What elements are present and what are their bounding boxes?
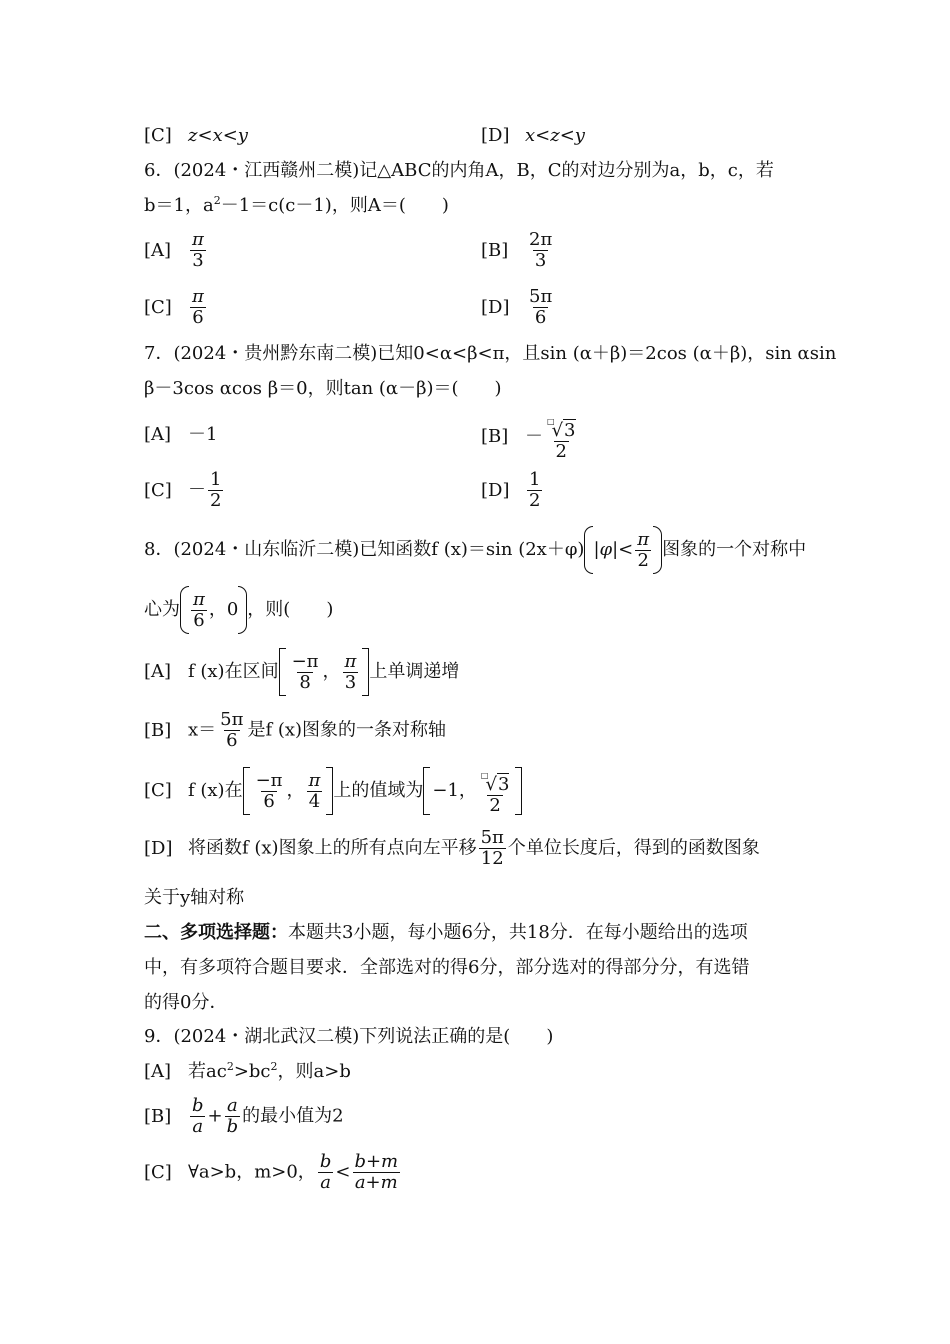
fraction bbox=[318, 1152, 334, 1193]
option-text: 将函数f (x)图象上的所有点向左平移 bbox=[188, 837, 477, 859]
denominator: a+m bbox=[354, 1172, 398, 1193]
q9-stem: 9．(2024・湖北武汉二模)下列说法正确的是( ) bbox=[144, 1026, 554, 1047]
q8-option-d bbox=[144, 828, 760, 869]
option-label: [B] bbox=[144, 1105, 172, 1127]
fraction bbox=[225, 1096, 241, 1137]
denominator: 6 bbox=[193, 609, 205, 631]
denominator: 4 bbox=[308, 790, 321, 812]
option-text: －1 bbox=[188, 424, 218, 445]
option-label: [B] bbox=[481, 426, 509, 447]
q9-option-a bbox=[144, 1060, 351, 1084]
q6-text-b: －1＝c(c－1)，则A＝( ) bbox=[220, 195, 449, 216]
numerator: a bbox=[227, 1095, 238, 1116]
fraction bbox=[190, 287, 206, 328]
fraction bbox=[527, 470, 542, 511]
option-label: [D] bbox=[144, 837, 173, 859]
q9-option-c bbox=[144, 1152, 402, 1193]
numerator: 2π bbox=[529, 229, 553, 250]
numerator: 1 bbox=[529, 469, 541, 490]
numerator: π bbox=[193, 588, 205, 610]
q8-text-e: ，则( ) bbox=[247, 599, 334, 620]
section-text: 本题共3小题，每小题6分，共18分．在每小题给出的选项 bbox=[288, 922, 748, 943]
q7-option-d bbox=[481, 470, 544, 511]
option-label: [C] bbox=[144, 1161, 172, 1183]
option-text: 个单位长度后，得到的函数图象 bbox=[507, 837, 760, 859]
section-title: 二、多项选择题： bbox=[144, 922, 288, 943]
numerator: π bbox=[192, 229, 204, 250]
denominator: 8 bbox=[299, 671, 311, 693]
denominator: 2 bbox=[555, 441, 567, 462]
fraction bbox=[290, 652, 321, 693]
denominator: 2 bbox=[489, 795, 501, 816]
q7-stem-line1: 7．(2024・贵州黔东南二模)已知0<α<β<π，且sin (α＋β)＝2cos (α＋β)，sin αsin bbox=[144, 343, 837, 364]
q8-option-d-line2: 关于y轴对称 bbox=[144, 887, 245, 908]
option-text: 若ac bbox=[188, 1061, 227, 1082]
fraction bbox=[352, 1152, 400, 1193]
radical: □√3 bbox=[547, 417, 576, 441]
fraction bbox=[527, 230, 554, 271]
fraction bbox=[218, 710, 245, 751]
q7-option-b bbox=[481, 412, 580, 462]
q5-option-d bbox=[481, 124, 585, 148]
left-paren bbox=[180, 586, 189, 634]
radical: □√3 bbox=[480, 771, 510, 795]
q8-text-b: 图象的一个对称中 bbox=[662, 539, 807, 560]
denominator: 2 bbox=[529, 490, 541, 511]
fraction bbox=[527, 287, 554, 328]
radicand: 3 bbox=[497, 774, 510, 795]
fraction bbox=[343, 652, 359, 693]
separator: ， bbox=[286, 780, 305, 801]
denominator: 6 bbox=[263, 790, 275, 812]
numerator: −π bbox=[255, 769, 283, 791]
denominator: 3 bbox=[534, 250, 547, 271]
option-text: x<z<y bbox=[525, 125, 585, 146]
numerator: 5π bbox=[529, 286, 553, 307]
q6-superscript: 2 bbox=[213, 194, 221, 207]
option-label: [C] bbox=[144, 780, 172, 801]
q7-option-c bbox=[144, 470, 225, 511]
fraction bbox=[190, 1096, 206, 1137]
q8-text-a: 8．(2024・山东临沂二模)已知函数f (x)＝sin (2x＋φ) bbox=[144, 539, 585, 560]
superscript: 2 bbox=[226, 1060, 234, 1073]
q8-option-c bbox=[144, 766, 522, 816]
right-paren bbox=[238, 586, 247, 634]
minus-sign: － bbox=[525, 426, 543, 447]
numerator: π bbox=[308, 769, 321, 791]
option-label: [C] bbox=[144, 479, 172, 501]
q6-text-a: b＝1，a bbox=[144, 195, 214, 216]
option-label: [D] bbox=[481, 125, 510, 146]
q6-option-b bbox=[481, 230, 556, 271]
option-label: [D] bbox=[481, 296, 510, 318]
q8-option-a bbox=[144, 648, 459, 696]
section-2-line3: 的得0分． bbox=[144, 992, 228, 1013]
left-bracket bbox=[423, 767, 430, 815]
minus-sign: － bbox=[188, 479, 206, 501]
q7-stem-line2: β－3cos αcos β＝0，则tan (α－β)＝( ) bbox=[144, 378, 502, 399]
fraction bbox=[208, 470, 223, 511]
fraction bbox=[545, 412, 578, 462]
option-text: 是f (x)图象的一条对称轴 bbox=[247, 719, 447, 741]
abs-phi: |φ|< bbox=[593, 539, 634, 560]
denominator: a bbox=[320, 1172, 331, 1193]
q8-text-d: ，0 bbox=[208, 599, 239, 620]
numerator: π bbox=[192, 286, 204, 307]
q8-stem-line1 bbox=[144, 526, 806, 574]
option-label: [A] bbox=[144, 661, 172, 682]
option-text: 上的值域为 bbox=[333, 780, 424, 801]
numerator bbox=[545, 412, 578, 441]
option-text: f (x)在区间 bbox=[188, 661, 279, 682]
denominator: 2 bbox=[637, 549, 649, 571]
option-label: [C] bbox=[144, 296, 172, 318]
denominator: b bbox=[226, 1116, 239, 1137]
right-paren bbox=[653, 526, 662, 574]
denominator: 6 bbox=[226, 730, 238, 751]
left-bracket bbox=[243, 767, 250, 815]
option-text: ∀a>b，m>0， bbox=[188, 1161, 316, 1183]
fraction bbox=[190, 230, 206, 271]
option-text: >bc bbox=[233, 1061, 271, 1082]
fraction bbox=[635, 530, 651, 571]
separator: ， bbox=[322, 661, 341, 682]
denominator: 2 bbox=[210, 490, 222, 511]
denominator: 12 bbox=[480, 848, 504, 869]
numerator: b bbox=[192, 1095, 204, 1116]
fraction bbox=[307, 771, 323, 812]
numerator: b+m bbox=[354, 1151, 399, 1172]
plus-sign: + bbox=[207, 1105, 223, 1127]
numerator: 5π bbox=[220, 709, 244, 730]
numerator: 5π bbox=[480, 827, 504, 848]
option-label: [B] bbox=[144, 719, 172, 741]
option-label: [D] bbox=[481, 479, 510, 501]
numerator bbox=[479, 766, 512, 795]
option-text: ，则a>b bbox=[277, 1061, 351, 1082]
fraction bbox=[254, 771, 285, 812]
radicand: 3 bbox=[564, 420, 576, 441]
numerator: π bbox=[344, 650, 357, 672]
numerator: 1 bbox=[210, 469, 222, 490]
q8-stem-line2 bbox=[144, 586, 333, 634]
numerator: −π bbox=[291, 650, 319, 672]
numerator: π bbox=[637, 528, 650, 550]
denominator: 6 bbox=[534, 307, 547, 328]
less-than-sign: < bbox=[335, 1161, 351, 1183]
q6-stem-line2 bbox=[144, 194, 449, 218]
fraction bbox=[479, 828, 506, 869]
option-text: 的最小值为2 bbox=[242, 1105, 344, 1127]
option-label: [A] bbox=[144, 1061, 172, 1082]
option-text: f (x)在 bbox=[188, 780, 243, 801]
denominator: 6 bbox=[192, 307, 204, 328]
left-bracket bbox=[279, 648, 286, 696]
section-2-line1 bbox=[144, 921, 748, 945]
section-2-line2: 中，有多项符合题目要求．全部选对的得6分，部分选对的得部分分，有选错 bbox=[144, 957, 750, 978]
right-bracket bbox=[515, 767, 522, 815]
superscript: 2 bbox=[270, 1060, 278, 1073]
q6-option-c bbox=[144, 287, 208, 328]
option-text: x＝ bbox=[188, 719, 217, 741]
denominator: 3 bbox=[344, 671, 357, 693]
q9-option-b bbox=[144, 1096, 344, 1137]
q6-option-a bbox=[144, 230, 208, 271]
q8-option-b bbox=[144, 710, 446, 751]
numerator: b bbox=[319, 1151, 332, 1172]
option-text: z<x<y bbox=[188, 125, 248, 146]
q6-stem-line1: 6．(2024・江西赣州二模)记△ABC的内角A，B，C的对边分别为a，b，c，若 bbox=[144, 160, 774, 181]
fraction bbox=[479, 766, 512, 816]
option-label: [A] bbox=[144, 424, 172, 445]
q6-option-d bbox=[481, 287, 556, 328]
option-label: [C] bbox=[144, 125, 172, 146]
denominator: 3 bbox=[192, 250, 204, 271]
q7-option-a bbox=[144, 423, 217, 447]
q8-text-c: 心为 bbox=[144, 599, 180, 620]
q5-option-c bbox=[144, 124, 248, 148]
range-start: −1， bbox=[432, 780, 477, 801]
denominator: a bbox=[192, 1116, 204, 1137]
option-label: [B] bbox=[481, 239, 509, 261]
option-text: 上单调递增 bbox=[369, 661, 460, 682]
fraction bbox=[191, 590, 207, 631]
option-label: [A] bbox=[144, 239, 172, 261]
